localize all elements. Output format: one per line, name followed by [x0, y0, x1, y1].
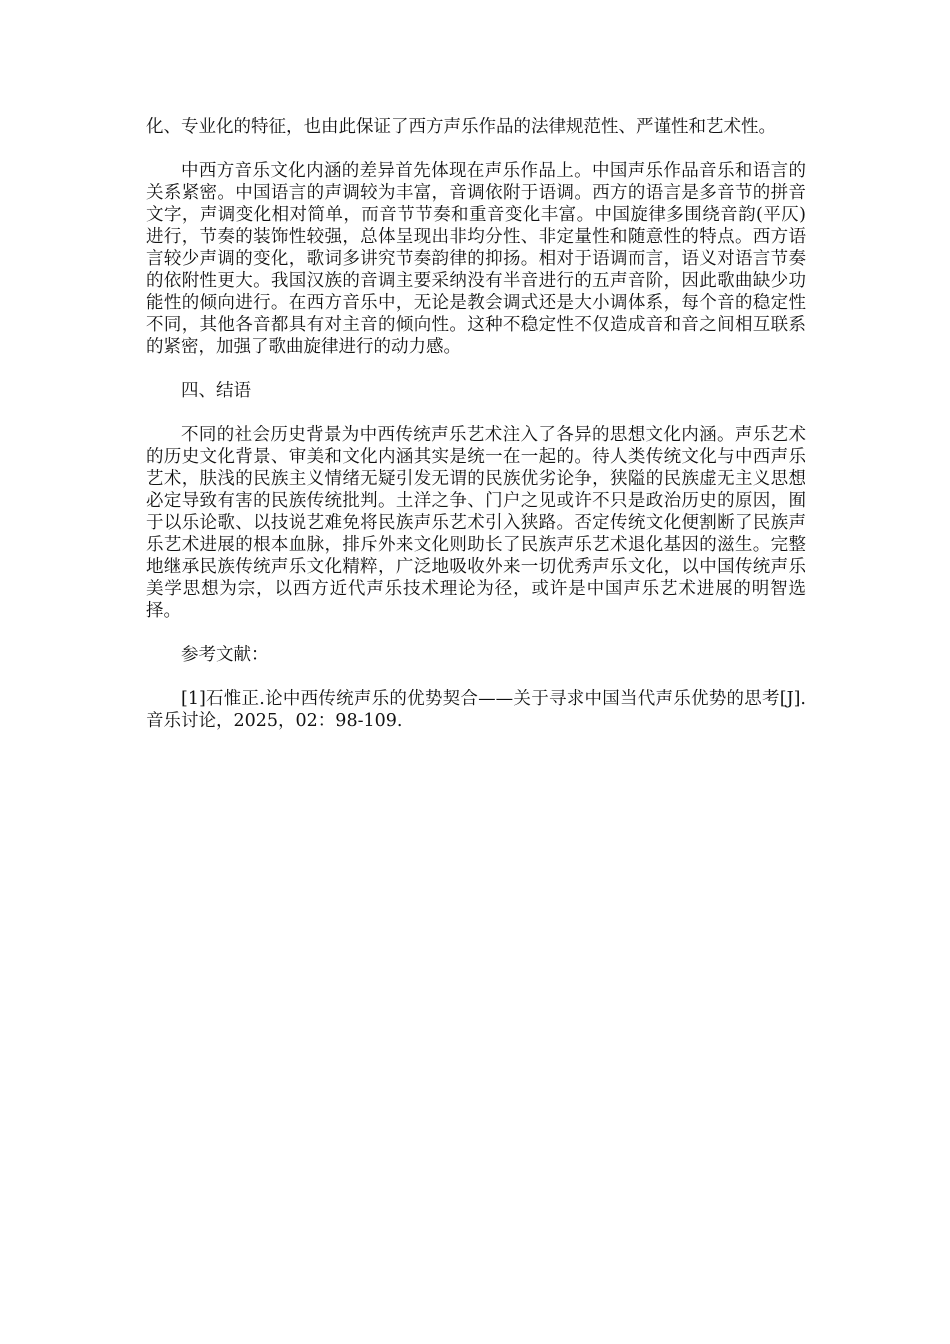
- document-page: [146, 116, 806, 754]
- paragraph-conclusion: 不同的社会历史背景为中西传统声乐艺术注入了各异的思想文化内涵。声乐艺术的历史文化背景、审美和文化内涵其实是统一在一起的。待人类传统文化与中西声乐艺术，肤浅的民族主义情绪无疑引发无谓的民族优劣论争，狭隘的民族虚无主义思想必定导致有害的民族传统批判。土洋之争、门户之见或许不只是政治历史的原因，囿于以乐论歌、以技说艺难免将民族声乐艺术引入狭路。否定传统文化便割断了民族声乐艺术进展的根本血脉，排斥外来文化则助长了民族声乐艺术退化基因的滋生。完整地继承民族传统声乐文化精粹，广泛地吸收外来一切优秀声乐文化，以中国传统声乐美学思想为宗，以西方近代声乐技术理论为径，或许是中国声乐艺术进展的明智选择。: [146, 425, 806, 621]
- references-heading: 参考文献：: [181, 645, 269, 665]
- reference-item-1: [1]石惟正.论中西传统声乐的优势契合——关于寻求中国当代声乐优势的思考[J].音乐讨论，2025，02：98-109.: [146, 689, 806, 731]
- paragraph-vocal-differences: 中西方音乐文化内涵的差异首先体现在声乐作品上。中国声乐作品音乐和语言的关系紧密。中国语言的声调较为丰富，音调依附于语调。西方的语言是多音节的拼音文字，声调变化相对简单，而音节节奏和重音变化丰富。中国旋律多围绕音韵(平仄)进行，节奏的装饰性较强，总体呈现出非均分性、非定量性和随意性的特点。西方语言较少声调的变化，歌词多讲究节奏韵律的抑扬。相对于语调而言，语义对语言节奏的依附性更大。我国汉族的音调主要采纳没有半音进行的五声音阶，因此歌曲缺少功能性的倾向进行。在西方音乐中，无论是教会调式还是大小调体系，每个音的稳定性不同，其他各音都具有对主音的倾向性。这种不稳定性不仅造成音和音之间相互联系的紧密，加强了歌曲旋律进行的动力感。: [146, 161, 806, 357]
- paragraph-continuation: 化、专业化的特征，也由此保证了西方声乐作品的法律规范性、严谨性和艺术性。: [146, 117, 776, 137]
- section-heading-conclusion: 四、结语: [181, 381, 251, 401]
